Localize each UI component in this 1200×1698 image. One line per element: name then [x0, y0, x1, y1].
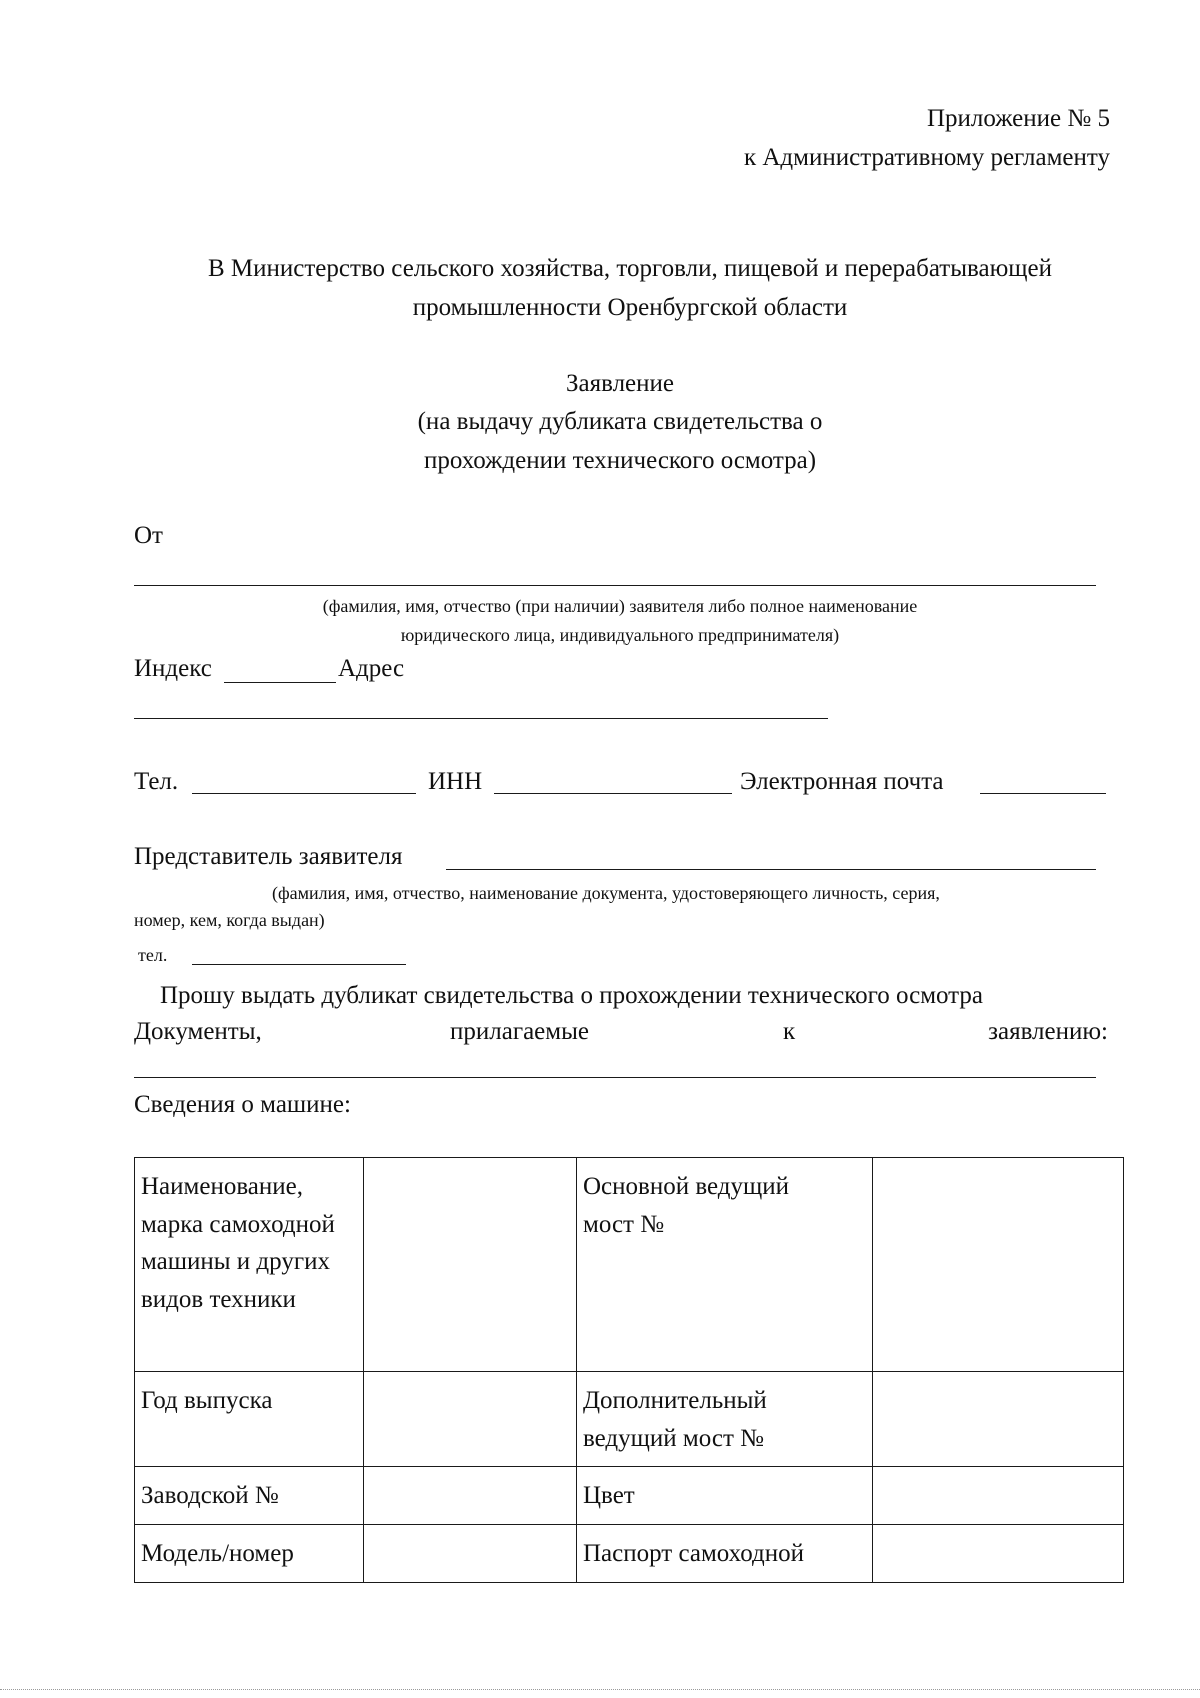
phone-field[interactable]: [192, 793, 416, 794]
representative-hint-1: (фамилия, имя, отчество, наименование документа, удостоверяющего личность, серия,: [272, 883, 940, 903]
documents-word-2: прилагаемые: [450, 1018, 589, 1045]
production-year-label: Год выпуска: [135, 1372, 364, 1467]
main-drive-axle-label: Основной ведущий мост №: [577, 1158, 873, 1372]
applicant-name-hint-2: юридического лица, индивидуального предпринимателя): [400, 625, 840, 645]
extra-drive-axle-value[interactable]: [873, 1372, 1124, 1467]
appendix-number: Приложение № 5: [926, 105, 1110, 132]
email-field[interactable]: [980, 793, 1106, 794]
applicant-name-field[interactable]: [134, 585, 1096, 586]
machine-info-table: [134, 1157, 1124, 1583]
table-row: [135, 1372, 1124, 1467]
representative-field[interactable]: [446, 869, 1096, 870]
addressee-line-1: В Министерство сельского хозяйства, торговли, пищевой и перерабатывающей: [207, 255, 1053, 282]
inn-field[interactable]: [494, 793, 732, 794]
representative-phone-field[interactable]: [192, 964, 406, 965]
index-label: Индекс: [134, 655, 212, 682]
main-drive-axle-value[interactable]: [873, 1158, 1124, 1372]
from-label: От: [134, 522, 163, 549]
documents-word-4: заявлению:: [988, 1018, 1108, 1045]
table-row: [135, 1158, 1124, 1372]
representative-label: Представитель заявителя: [134, 843, 403, 870]
address-field[interactable]: [134, 718, 828, 719]
documents-word-1: Документы,: [134, 1018, 262, 1045]
documents-word-3: к: [783, 1018, 796, 1045]
machine-name-label: Наименование, марка самоходной машины и других видов техники: [135, 1158, 364, 1372]
document-title: Заявление: [565, 370, 675, 397]
email-label: Электронная почта: [740, 768, 944, 795]
applicant-name-hint-1: (фамилия, имя, отчество (при наличии) заявителя либо полное наименование: [322, 596, 918, 616]
extra-drive-axle-label: Дополнительный ведущий мост №: [577, 1372, 873, 1467]
inn-label: ИНН: [428, 768, 483, 795]
model-number-value[interactable]: [364, 1525, 577, 1583]
attached-documents-field[interactable]: [134, 1077, 1096, 1078]
serial-number-value[interactable]: [364, 1467, 577, 1525]
document-subtitle-1: (на выдачу дубликата свидетельства о: [417, 408, 823, 435]
serial-number-label: Заводской №: [135, 1467, 364, 1525]
appendix-regulation: к Административному регламенту: [743, 144, 1110, 171]
color-value[interactable]: [873, 1467, 1124, 1525]
representative-hint-2: номер, кем, когда выдан): [134, 910, 325, 930]
machine-passport-label: Паспорт самоходной: [577, 1525, 873, 1583]
machine-info-heading: Сведения о машине:: [134, 1091, 351, 1118]
production-year-value[interactable]: [364, 1372, 577, 1467]
machine-passport-value[interactable]: [873, 1525, 1124, 1583]
document-subtitle-2: прохождении технического осмотра): [423, 447, 817, 474]
phone-label: Тел.: [134, 768, 179, 795]
page-bottom-edge: [0, 1689, 1200, 1690]
machine-name-value[interactable]: [364, 1158, 577, 1372]
index-field[interactable]: [224, 682, 336, 683]
representative-phone-label: тел.: [138, 945, 168, 965]
addressee-line-2: промышленности Оренбургской области: [412, 294, 848, 321]
address-label: Адрес: [338, 655, 405, 682]
request-text: Прошу выдать дубликат свидетельства о прохождении технического осмотра: [160, 982, 984, 1009]
table-row: [135, 1525, 1124, 1583]
model-number-label: Модель/номер: [135, 1525, 364, 1583]
table-row: [135, 1467, 1124, 1525]
color-label: Цвет: [577, 1467, 873, 1525]
